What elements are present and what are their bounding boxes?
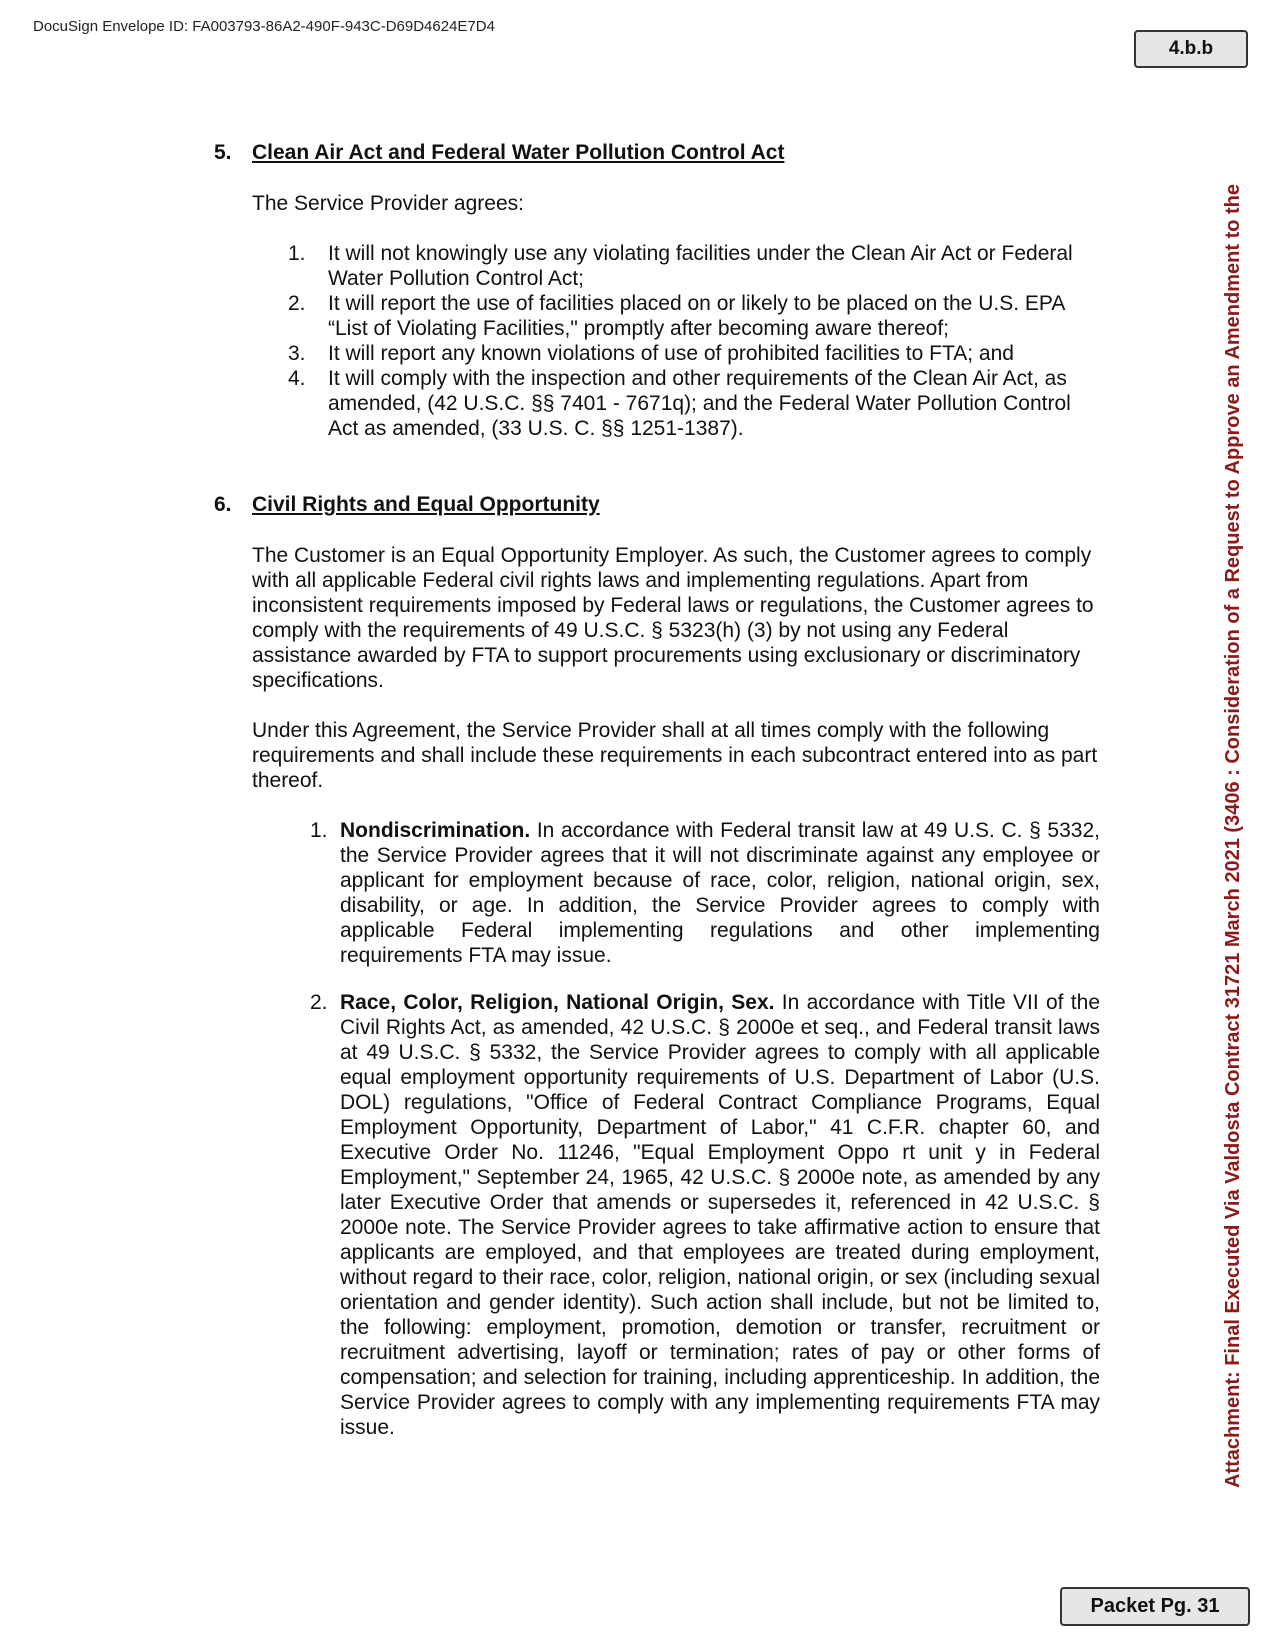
list-item-number: 1. — [288, 242, 306, 265]
list-item — [288, 241, 1100, 291]
list-item-number: 4. — [288, 367, 306, 390]
list-item-number: 2. — [288, 292, 306, 315]
list-item-number: 3. — [288, 342, 306, 365]
section-6-paragraph-1: The Customer is an Equal Opportunity Employer. As such, the Customer agrees to comply with all applicable Federal civil rights laws and implementing regulations. Apart from inconsistent requirements imposed by Federal laws or regulations, the Customer agrees to comply with the requirements of 49 U.S.C. § 5323(h) (3) by not using any Federal assistance awarded by FTA to support procurements using exclusionary or discriminatory specifications. — [252, 544, 1094, 692]
agenda-item-badge: 4.b.b — [1134, 30, 1248, 68]
section-6-heading — [214, 492, 600, 517]
section-5-number: 5. — [214, 141, 232, 164]
civil-rights-item-nondiscrimination — [310, 818, 1100, 968]
list-item — [288, 341, 1100, 366]
section-5-heading — [214, 140, 784, 165]
packet-page-badge: Packet Pg. 31 — [1060, 1587, 1250, 1626]
section-6-title: Civil Rights and Equal Opportunity — [252, 493, 600, 516]
list-item-text: It will report the use of facilities placed on or likely to be placed on the U.S. EPA “List of Violating Facilities," promptly after becoming aware thereof; — [328, 292, 1065, 340]
item-lead: Nondiscrimination. — [340, 819, 531, 842]
sidebar-attachment-text: Attachment: Final Executed Via Valdosta Contract 31721 March 2021 (3406 : Consideration of a Request to Approve an Amendment to the — [1222, 183, 1244, 1489]
sidebar-attachment — [1215, 148, 1251, 1524]
section-5-intro: The Service Provider agrees: — [252, 192, 524, 215]
section-5-list — [288, 241, 1100, 441]
item-text: In accordance with Federal transit law at 49 U.S. C. § 5332, the Service Provider agrees that it will not discriminate against any employee or applicant for employment because of race, color, religion, national origin, sex, disability, or age. In addition, the Service Provider agrees to comply with applicable Federal implementing regulations and other implementing requirements FTA may issue. — [340, 819, 1100, 967]
civil-rights-item-race-color — [310, 990, 1100, 1440]
envelope-id: DocuSign Envelope ID: FA003793-86A2-490F-943C-D69D4624E7D4 — [33, 18, 495, 35]
list-item-text: It will comply with the inspection and other requirements of the Clean Air Act, as amended, (42 U.S.C. §§ 7401 - 7671q); and the Federal Water Pollution Control Act as amended, (33 U.S. C. §§ 1251-1387). — [328, 367, 1071, 440]
list-item-text: It will not knowingly use any violating facilities under the Clean Air Act or Federal Water Pollution Control Act; — [328, 242, 1073, 290]
list-item — [288, 291, 1100, 341]
item-text: In accordance with Title VII of the Civil Rights Act, as amended, 42 U.S.C. § 2000e et seq., and Federal transit laws at 49 U.S.C. § 5332, the Service Provider agrees to comply with all applicable equal employment opportunity requirements of U.S. Department of Labor (U.S. DOL) regulations, "Office of Federal Contract Compliance Programs, Equal Employment Opportunity, Department of Labor," 41 C.F.R. chapter 60, and Executive Order No. 11246, "Equal Employment Oppo rt unit y in Federal Employment," September 24, 1965, 42 U.S.C. § 2000e note, as amended by any later Executive Order that amends or supersedes it, referenced in 42 U.S.C. § 2000e note. The Service Provider agrees to take affirmative action to ensure that applicants are employed, and that employees are treated during employment, without regard to their race, color, religion, national origin, or sex (including sexual orientation and gender identity). Such action shall include, but not be limited to, the following: employment, promotion, demotion or transfer, recruitment or recruitment advertising, layoff or termination; rates of pay or other forms of compensation; and selection for training, including apprenticeship. In addition, the Service Provider agrees to comply with any implementing requirements FTA may issue. — [340, 991, 1100, 1439]
section-6-number: 6. — [214, 493, 232, 516]
section-6-paragraph-2: Under this Agreement, the Service Provider shall at all times comply with the following requirements and shall include these requirements in each subcontract entered into as part thereof. — [252, 719, 1098, 792]
item-number: 2. — [310, 991, 328, 1014]
list-item-text: It will report any known violations of use of prohibited facilities to FTA; and — [328, 342, 1014, 365]
item-number: 1. — [310, 819, 328, 842]
section-5-title: Clean Air Act and Federal Water Pollution Control Act — [252, 141, 785, 164]
item-lead: Race, Color, Religion, National Origin, Sex. — [340, 991, 775, 1014]
list-item — [288, 366, 1100, 441]
